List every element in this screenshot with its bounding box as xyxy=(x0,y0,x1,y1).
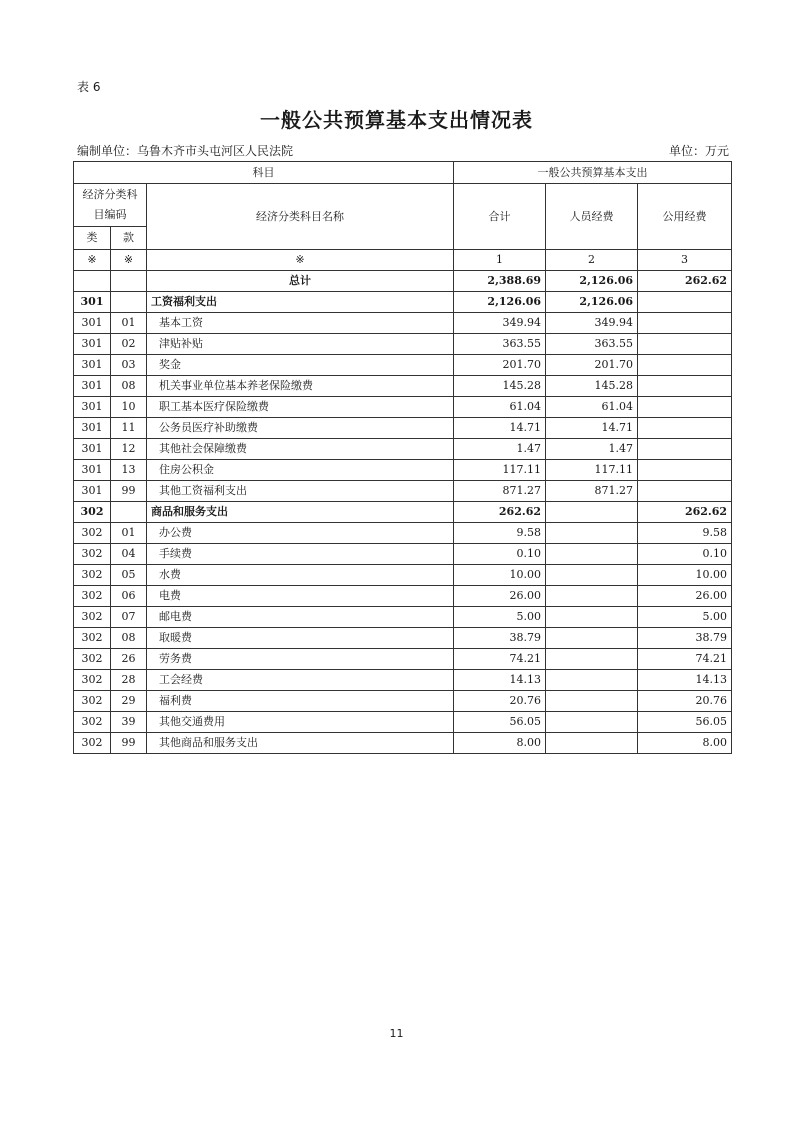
total-cell: 10.00 xyxy=(454,565,546,586)
header-kuan: 款 xyxy=(111,227,147,250)
class-code-cell: 301 xyxy=(74,439,111,460)
subject-name-cell: 手续费 xyxy=(147,544,454,565)
table-number: 表 6 xyxy=(77,80,101,94)
total-cell: 1.47 xyxy=(454,439,546,460)
personnel-cell xyxy=(546,565,638,586)
class-code-cell: 301 xyxy=(74,397,111,418)
personnel-cell xyxy=(546,523,638,544)
total-cell: 262.62 xyxy=(454,502,546,523)
total-cell: 38.79 xyxy=(454,628,546,649)
kuan-code-cell: 39 xyxy=(111,712,147,733)
total-cell: 201.70 xyxy=(454,355,546,376)
table-row xyxy=(74,376,732,397)
header-col-number: 1 xyxy=(454,250,546,271)
personnel-cell: 2,126.06 xyxy=(546,271,638,292)
subject-name-cell: 职工基本医疗保险缴费 xyxy=(147,397,454,418)
personnel-cell: 61.04 xyxy=(546,397,638,418)
header-name-label: 经济分类科目名称 xyxy=(147,184,454,250)
personnel-cell: 349.94 xyxy=(546,313,638,334)
table-row xyxy=(74,481,732,502)
page-title: 一般公共预算基本支出情况表 xyxy=(260,108,533,132)
subject-name-cell: 取暖费 xyxy=(147,628,454,649)
kuan-code-cell xyxy=(111,271,147,292)
personnel-cell: 14.71 xyxy=(546,418,638,439)
table-row xyxy=(74,334,732,355)
subject-name-cell: 其他交通费用 xyxy=(147,712,454,733)
total-cell: 349.94 xyxy=(454,313,546,334)
class-code-cell xyxy=(74,271,111,292)
total-cell: 2,126.06 xyxy=(454,292,546,313)
total-cell: 14.13 xyxy=(454,670,546,691)
class-code-cell: 301 xyxy=(74,292,111,313)
table-row xyxy=(74,712,732,733)
header-personnel: 人员经费 xyxy=(546,184,638,250)
total-cell: 117.11 xyxy=(454,460,546,481)
class-code-cell: 302 xyxy=(74,544,111,565)
table-row xyxy=(74,271,732,292)
personnel-cell: 2,126.06 xyxy=(546,292,638,313)
personnel-cell xyxy=(546,712,638,733)
personnel-cell: 871.27 xyxy=(546,481,638,502)
kuan-code-cell: 01 xyxy=(111,523,147,544)
public-cell: 14.13 xyxy=(638,670,732,691)
total-cell: 74.21 xyxy=(454,649,546,670)
public-cell xyxy=(638,439,732,460)
page-number: 11 xyxy=(389,1027,404,1040)
total-cell: 871.27 xyxy=(454,481,546,502)
subject-name-cell: 奖金 xyxy=(147,355,454,376)
table-row xyxy=(74,586,732,607)
subject-name-cell: 其他商品和服务支出 xyxy=(147,733,454,754)
kuan-code-cell: 26 xyxy=(111,649,147,670)
public-cell: 38.79 xyxy=(638,628,732,649)
class-code-cell: 301 xyxy=(74,481,111,502)
public-cell xyxy=(638,292,732,313)
table-header xyxy=(74,162,732,271)
public-cell xyxy=(638,397,732,418)
class-code-cell: 302 xyxy=(74,628,111,649)
public-cell: 8.00 xyxy=(638,733,732,754)
subject-name-cell: 劳务费 xyxy=(147,649,454,670)
header-col-number: 3 xyxy=(638,250,732,271)
table-row xyxy=(74,292,732,313)
total-cell: 0.10 xyxy=(454,544,546,565)
kuan-code-cell: 12 xyxy=(111,439,147,460)
currency-unit: 单位：万元 xyxy=(668,144,729,158)
public-cell xyxy=(638,481,732,502)
table-row xyxy=(74,691,732,712)
public-cell: 74.21 xyxy=(638,649,732,670)
class-code-cell: 302 xyxy=(74,712,111,733)
personnel-cell: 1.47 xyxy=(546,439,638,460)
subject-name-cell: 办公费 xyxy=(147,523,454,544)
kuan-code-cell: 04 xyxy=(111,544,147,565)
total-cell: 14.71 xyxy=(454,418,546,439)
kuan-code-cell: 08 xyxy=(111,628,147,649)
subject-name-cell: 商品和服务支出 xyxy=(147,502,454,523)
kuan-code-cell: 06 xyxy=(111,586,147,607)
total-cell: 2,388.69 xyxy=(454,271,546,292)
public-cell xyxy=(638,334,732,355)
total-cell: 145.28 xyxy=(454,376,546,397)
kuan-code-cell: 29 xyxy=(111,691,147,712)
header-mark: ※ xyxy=(111,250,147,271)
public-cell: 56.05 xyxy=(638,712,732,733)
table-row xyxy=(74,439,732,460)
kuan-code-cell: 28 xyxy=(111,670,147,691)
public-cell xyxy=(638,313,732,334)
table-row xyxy=(74,418,732,439)
compiling-unit: 编制单位：乌鲁木齐市头屯河区人民法院 xyxy=(77,144,294,158)
kuan-code-cell: 99 xyxy=(111,481,147,502)
class-code-cell: 302 xyxy=(74,670,111,691)
kuan-code-cell: 02 xyxy=(111,334,147,355)
class-code-cell: 301 xyxy=(74,355,111,376)
kuan-code-cell: 05 xyxy=(111,565,147,586)
public-cell: 5.00 xyxy=(638,607,732,628)
header-mark: ※ xyxy=(74,250,111,271)
kuan-code-cell: 10 xyxy=(111,397,147,418)
expenditure-table xyxy=(73,161,732,754)
total-cell: 20.76 xyxy=(454,691,546,712)
table-row xyxy=(74,670,732,691)
personnel-cell: 117.11 xyxy=(546,460,638,481)
table-row xyxy=(74,313,732,334)
table-row xyxy=(74,544,732,565)
personnel-cell xyxy=(546,670,638,691)
kuan-code-cell xyxy=(111,502,147,523)
total-cell: 8.00 xyxy=(454,733,546,754)
public-cell: 10.00 xyxy=(638,565,732,586)
total-cell: 5.00 xyxy=(454,607,546,628)
public-cell xyxy=(638,418,732,439)
kuan-code-cell: 01 xyxy=(111,313,147,334)
personnel-cell: 363.55 xyxy=(546,334,638,355)
personnel-cell xyxy=(546,586,638,607)
table-body xyxy=(74,271,732,754)
kuan-code-cell: 07 xyxy=(111,607,147,628)
subject-name-cell: 其他社会保障缴费 xyxy=(147,439,454,460)
subject-name-cell: 其他工资福利支出 xyxy=(147,481,454,502)
personnel-cell xyxy=(546,733,638,754)
subject-name-cell: 邮电费 xyxy=(147,607,454,628)
class-code-cell: 302 xyxy=(74,586,111,607)
public-cell: 26.00 xyxy=(638,586,732,607)
table-row xyxy=(74,460,732,481)
public-cell: 9.58 xyxy=(638,523,732,544)
subject-name-cell: 公务员医疗补助缴费 xyxy=(147,418,454,439)
header-subject: 科目 xyxy=(74,162,454,184)
kuan-code-cell xyxy=(111,292,147,313)
kuan-code-cell: 03 xyxy=(111,355,147,376)
class-code-cell: 302 xyxy=(74,691,111,712)
personnel-cell xyxy=(546,502,638,523)
total-cell: 56.05 xyxy=(454,712,546,733)
class-code-cell: 301 xyxy=(74,313,111,334)
class-code-cell: 301 xyxy=(74,418,111,439)
header-col-number: 2 xyxy=(546,250,638,271)
header-mark: ※ xyxy=(147,250,454,271)
subject-name-cell: 水费 xyxy=(147,565,454,586)
public-cell xyxy=(638,376,732,397)
public-cell xyxy=(638,355,732,376)
kuan-code-cell: 11 xyxy=(111,418,147,439)
kuan-code-cell: 99 xyxy=(111,733,147,754)
personnel-cell: 145.28 xyxy=(546,376,638,397)
total-cell: 9.58 xyxy=(454,523,546,544)
class-code-cell: 302 xyxy=(74,649,111,670)
total-cell: 363.55 xyxy=(454,334,546,355)
table-row xyxy=(74,649,732,670)
header-public: 公用经费 xyxy=(638,184,732,250)
class-code-cell: 301 xyxy=(74,460,111,481)
table-row xyxy=(74,628,732,649)
public-cell xyxy=(638,460,732,481)
class-code-cell: 302 xyxy=(74,502,111,523)
table-row xyxy=(74,355,732,376)
personnel-cell xyxy=(546,628,638,649)
subject-name-cell: 工资福利支出 xyxy=(147,292,454,313)
public-cell: 20.76 xyxy=(638,691,732,712)
subject-name-cell: 电费 xyxy=(147,586,454,607)
subject-name-cell: 福利费 xyxy=(147,691,454,712)
header-total: 合计 xyxy=(454,184,546,250)
class-code-cell: 302 xyxy=(74,733,111,754)
total-cell: 61.04 xyxy=(454,397,546,418)
kuan-code-cell: 08 xyxy=(111,376,147,397)
header-budget-group: 一般公共预算基本支出 xyxy=(454,162,732,184)
subject-name-cell: 工会经费 xyxy=(147,670,454,691)
table-row xyxy=(74,523,732,544)
table-row xyxy=(74,565,732,586)
header-class: 类 xyxy=(74,227,111,250)
personnel-cell xyxy=(546,544,638,565)
subject-name-cell: 总计 xyxy=(147,271,454,292)
class-code-cell: 302 xyxy=(74,523,111,544)
class-code-cell: 302 xyxy=(74,607,111,628)
total-cell: 26.00 xyxy=(454,586,546,607)
personnel-cell: 201.70 xyxy=(546,355,638,376)
kuan-code-cell: 13 xyxy=(111,460,147,481)
header-code-label: 经济分类科目编码 xyxy=(74,184,147,227)
personnel-cell xyxy=(546,607,638,628)
public-cell: 262.62 xyxy=(638,502,732,523)
table-row xyxy=(74,502,732,523)
table-row xyxy=(74,607,732,628)
subject-name-cell: 住房公积金 xyxy=(147,460,454,481)
class-code-cell: 301 xyxy=(74,334,111,355)
table-row xyxy=(74,397,732,418)
public-cell: 0.10 xyxy=(638,544,732,565)
class-code-cell: 302 xyxy=(74,565,111,586)
public-cell: 262.62 xyxy=(638,271,732,292)
table-row xyxy=(74,733,732,754)
personnel-cell xyxy=(546,649,638,670)
subject-name-cell: 基本工资 xyxy=(147,313,454,334)
class-code-cell: 301 xyxy=(74,376,111,397)
personnel-cell xyxy=(546,691,638,712)
subject-name-cell: 津贴补贴 xyxy=(147,334,454,355)
subject-name-cell: 机关事业单位基本养老保险缴费 xyxy=(147,376,454,397)
